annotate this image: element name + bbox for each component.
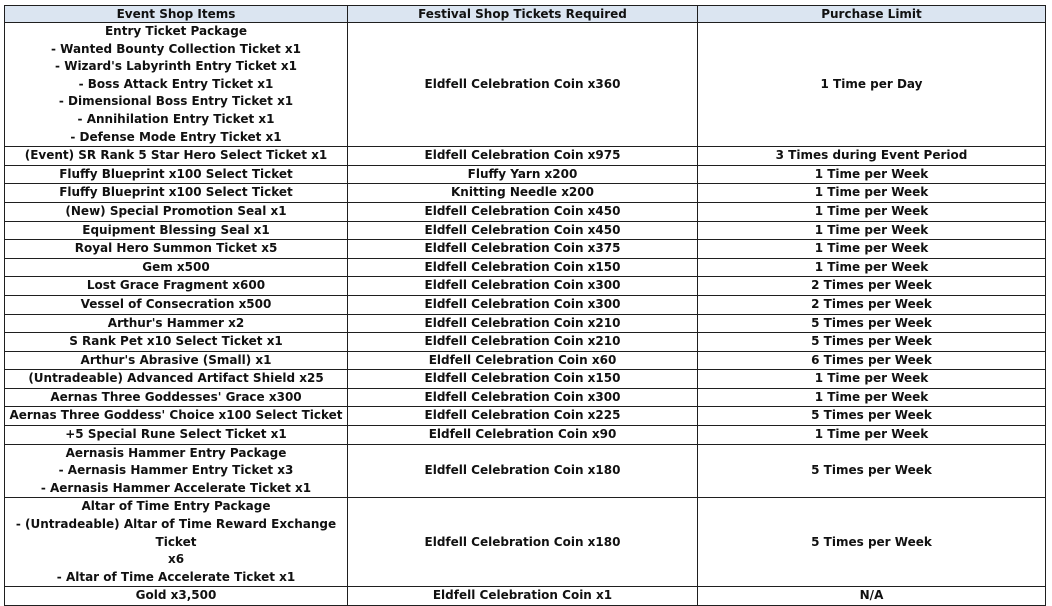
limit-cell: 1 Time per Week: [698, 165, 1046, 184]
item-cell: [5, 258, 348, 277]
item-cell: [5, 23, 348, 147]
table-row: [5, 221, 1046, 240]
item-cell: [5, 314, 348, 333]
limit-cell: 1 Time per Week: [698, 240, 1046, 259]
table-row: [5, 258, 1046, 277]
limit-cell: 5 Times per Week: [698, 333, 1046, 352]
item-cell: [5, 184, 348, 203]
item-sub-line: - Dimensional Boss Entry Ticket x1: [58, 94, 294, 109]
item-name: Altar of Time Entry Package: [81, 499, 271, 514]
limit-cell: 5 Times per Week: [698, 407, 1046, 426]
table-row: [5, 314, 1046, 333]
item-cell: [5, 426, 348, 445]
item-cell: [5, 240, 348, 259]
table-row: [5, 23, 1046, 147]
table-row: [5, 370, 1046, 389]
table-row: [5, 426, 1046, 445]
limit-cell: 1 Time per Week: [698, 221, 1046, 240]
limit-cell: 3 Times during Event Period: [698, 147, 1046, 166]
item-cell: [5, 165, 348, 184]
limit-cell: 6 Times per Week: [698, 351, 1046, 370]
item-cell: [5, 147, 348, 166]
cost-cell: Eldfell Celebration Coin x360: [348, 23, 698, 147]
cost-cell: Eldfell Celebration Coin x210: [348, 314, 698, 333]
table-row: [5, 333, 1046, 352]
shop-table-container: [4, 5, 1046, 606]
limit-cell: 1 Time per Week: [698, 370, 1046, 389]
item-cell: [5, 333, 348, 352]
event-shop-table: [4, 5, 1046, 606]
item-cell: [5, 498, 348, 587]
table-row: [5, 295, 1046, 314]
table-row: [5, 587, 1046, 606]
item-name: Aernasis Hammer Entry Package: [65, 445, 287, 460]
item-cell: [5, 370, 348, 389]
item-cell: [5, 444, 348, 498]
item-cell: [5, 221, 348, 240]
item-name: (New) Special Promotion Seal x1: [65, 203, 287, 218]
item-name: Royal Hero Summon Ticket x5: [74, 241, 278, 256]
item-cell: [5, 351, 348, 370]
item-name: Arthur's Hammer x2: [107, 315, 245, 330]
cost-cell: Eldfell Celebration Coin x180: [348, 444, 698, 498]
header-purchase-limit: Purchase Limit: [698, 6, 1046, 23]
header-row: [5, 6, 1046, 23]
table-row: [5, 147, 1046, 166]
item-cell: [5, 202, 348, 221]
limit-cell: 5 Times per Week: [698, 444, 1046, 498]
item-name: (Untradeable) Advanced Artifact Shield x25: [28, 371, 324, 386]
limit-cell: 1 Time per Week: [698, 258, 1046, 277]
item-name: Aernas Three Goddess' Choice x100 Select Ticket: [9, 408, 343, 423]
cost-cell: Eldfell Celebration Coin x225: [348, 407, 698, 426]
item-name: (Event) SR Rank 5 Star Hero Select Ticket x1: [24, 148, 328, 163]
cost-cell: Eldfell Celebration Coin x450: [348, 221, 698, 240]
cost-cell: Eldfell Celebration Coin x150: [348, 370, 698, 389]
cost-cell: Eldfell Celebration Coin x180: [348, 498, 698, 587]
item-name: Entry Ticket Package: [104, 24, 247, 38]
cost-cell: Eldfell Celebration Coin x300: [348, 295, 698, 314]
table-row: [5, 444, 1046, 498]
item-sub-line: - Wanted Bounty Collection Ticket x1: [50, 41, 302, 56]
item-name: +5 Special Rune Select Ticket x1: [65, 427, 287, 442]
item-sub-line: - Annihilation Entry Ticket x1: [77, 111, 275, 126]
item-name: Lost Grace Fragment x600: [86, 278, 266, 293]
item-sub-line: - Wizard's Labyrinth Entry Ticket x1: [55, 59, 297, 74]
item-sub-line: - Aernasis Hammer Entry Ticket x3: [58, 463, 294, 478]
table-row: [5, 388, 1046, 407]
cost-cell: Eldfell Celebration Coin x975: [348, 147, 698, 166]
limit-cell: 1 Time per Week: [698, 184, 1046, 203]
item-cell: [5, 587, 348, 606]
cost-cell: Eldfell Celebration Coin x1: [348, 587, 698, 606]
limit-cell: 1 Time per Week: [698, 388, 1046, 407]
limit-cell: 2 Times per Week: [698, 295, 1046, 314]
table-row: [5, 240, 1046, 259]
table-row: [5, 277, 1046, 296]
table-row: [5, 165, 1046, 184]
item-cell: [5, 295, 348, 314]
item-name: Arthur's Abrasive (Small) x1: [80, 352, 272, 367]
table-row: [5, 407, 1046, 426]
cost-cell: Eldfell Celebration Coin x300: [348, 388, 698, 407]
item-sub-line: - Altar of Time Accelerate Ticket x1: [56, 569, 296, 584]
table-row: [5, 351, 1046, 370]
cost-cell: Eldfell Celebration Coin x60: [348, 351, 698, 370]
header-event-shop-items: Event Shop Items: [5, 6, 348, 23]
table-row: [5, 184, 1046, 203]
header-tickets-required: Festival Shop Tickets Required: [348, 6, 698, 23]
cost-cell: Eldfell Celebration Coin x150: [348, 258, 698, 277]
item-name: Fluffy Blueprint x100 Select Ticket: [59, 166, 293, 181]
cost-cell: Eldfell Celebration Coin x90: [348, 426, 698, 445]
cost-cell: Eldfell Celebration Coin x450: [348, 202, 698, 221]
limit-cell: 1 Time per Week: [698, 202, 1046, 221]
item-name: Gold x3,500: [135, 588, 217, 603]
cost-cell: Knitting Needle x200: [348, 184, 698, 203]
limit-cell: 1 Time per Week: [698, 426, 1046, 445]
item-name: S Rank Pet x10 Select Ticket x1: [69, 334, 283, 349]
item-cell: [5, 388, 348, 407]
limit-cell: 5 Times per Week: [698, 314, 1046, 333]
limit-cell: 2 Times per Week: [698, 277, 1046, 296]
limit-cell: 5 Times per Week: [698, 498, 1046, 587]
limit-cell: N/A: [698, 587, 1046, 606]
item-sub-line: - Boss Attack Entry Ticket x1: [78, 76, 274, 91]
item-name: Gem x500: [142, 259, 210, 274]
cost-cell: Fluffy Yarn x200: [348, 165, 698, 184]
item-sub-line: - Defense Mode Entry Ticket x1: [70, 129, 282, 144]
item-cell: [5, 407, 348, 426]
item-sub-line: - Aernasis Hammer Accelerate Ticket x1: [40, 480, 312, 495]
item-name: Aernas Three Goddesses' Grace x300: [50, 389, 302, 404]
cost-cell: Eldfell Celebration Coin x210: [348, 333, 698, 352]
item-name: Fluffy Blueprint x100 Select Ticket: [59, 185, 293, 200]
cost-cell: Eldfell Celebration Coin x300: [348, 277, 698, 296]
limit-cell: 1 Time per Day: [698, 23, 1046, 147]
item-sub-line: - (Untradeable) Altar of Time Reward Exchange Ticket: [15, 517, 337, 549]
item-name: Vessel of Consecration x500: [80, 296, 272, 311]
shop-table-body: [5, 23, 1046, 606]
cost-cell: Eldfell Celebration Coin x375: [348, 240, 698, 259]
item-cell: [5, 277, 348, 296]
item-name: Equipment Blessing Seal x1: [82, 222, 270, 237]
table-row: [5, 202, 1046, 221]
item-sub-line: x6: [167, 552, 185, 567]
table-row: [5, 498, 1046, 587]
